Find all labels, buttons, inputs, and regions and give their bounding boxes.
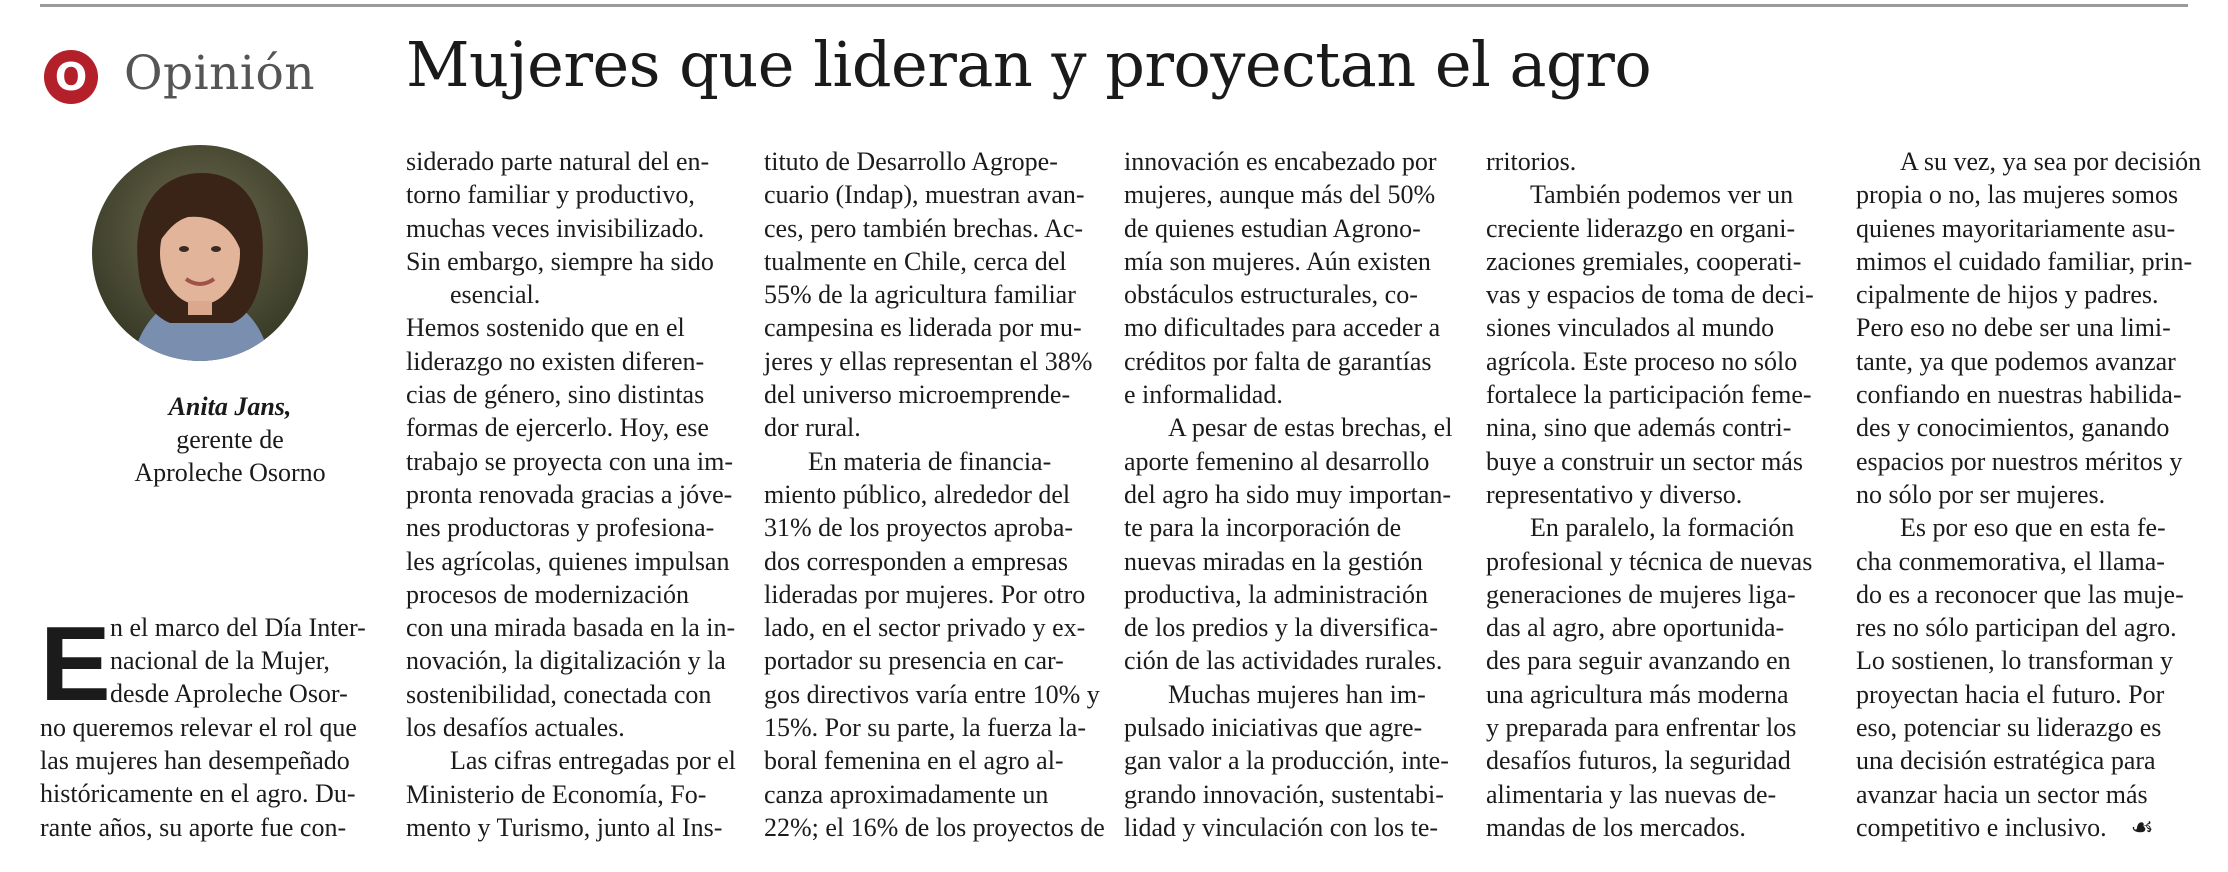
opinion-badge xyxy=(44,50,98,104)
text-line: procesos de modernización xyxy=(406,579,690,609)
text-line: des para seguir avanzando en xyxy=(1486,646,1791,676)
text-line: confiando en nuestras habilida- xyxy=(1856,380,2182,410)
text-line: innovación es encabezado por xyxy=(1124,147,1437,176)
text-line: profesional y técnica de nuevas xyxy=(1486,546,1813,576)
text-line: pronta renovada gracias a jóve- xyxy=(406,479,733,509)
text-line: obstáculos estructurales, co- xyxy=(1124,280,1418,310)
text-line: jeres y ellas representan el 38% xyxy=(764,346,1093,376)
text-line: productiva, la administración xyxy=(1124,579,1428,609)
text-line: gan valor a la producción, inte- xyxy=(1124,746,1449,776)
text-line: proyectan hacia el futuro. Por xyxy=(1856,679,2165,709)
text-line: muchas veces invisibilizado. xyxy=(406,213,705,243)
text-line: nina, sino que además contri- xyxy=(1486,413,1792,443)
article-column-6 xyxy=(1856,145,2202,845)
text-line: A pesar de estas brechas, el xyxy=(1168,413,1453,443)
text-line: campesina es liderada por mu- xyxy=(764,313,1082,343)
text-line: formas de ejercerlo. Hoy, ese xyxy=(406,413,709,443)
text-line: sostenibilidad, conectada con xyxy=(406,679,712,709)
author-portrait-image xyxy=(92,145,308,361)
text-line: nacional de la Mujer, xyxy=(110,646,330,675)
text-line: 22%; el 16% de los proyectos de xyxy=(764,812,1105,842)
text-line: vas y espacios de toma de deci- xyxy=(1486,280,1814,310)
text-line: Ministerio de Economía, Fo- xyxy=(406,779,707,809)
end-of-article-icon: ☙ xyxy=(2130,812,2154,843)
text-line: res no sólo participan del agro. xyxy=(1856,613,2177,643)
text-line: Muchas mujeres han im- xyxy=(1168,679,1426,709)
text-line: fortalece la participación feme- xyxy=(1486,380,1812,410)
text-line: También podemos ver un xyxy=(1530,180,1794,210)
author-byline xyxy=(40,390,420,489)
text-line: miento público, alrededor del xyxy=(764,479,1071,509)
text-line: mujeres, aunque más del 50% xyxy=(1124,180,1436,210)
text-line: torno familiar y productivo, xyxy=(406,180,695,210)
text-line: gos directivos varía entre 10% y xyxy=(764,679,1100,709)
text-line: desafíos futuros, la seguridad xyxy=(1486,746,1791,776)
article-column-4 xyxy=(1124,145,1454,844)
text-line: lidad y vinculación con los te- xyxy=(1124,812,1439,842)
text-line: pulsado iniciativas que agre- xyxy=(1124,713,1423,743)
text-line: te para la incorporación de xyxy=(1124,513,1402,543)
text-line: cias de género, sino distintas xyxy=(406,380,705,410)
text-line: ción de las actividades rurales. xyxy=(1124,646,1443,676)
text-line: 15%. Por su parte, la fuerza la- xyxy=(764,713,1086,743)
text-line: competitivo e inclusivo. xyxy=(1856,812,2107,842)
text-line: créditos por falta de garantías xyxy=(1124,346,1432,376)
text-line: cuario (Indap), muestran avan- xyxy=(764,180,1085,210)
text-line: mimos el cuidado familiar, prin- xyxy=(1856,246,2193,276)
text-line: una agricultura más moderna xyxy=(1486,679,1789,709)
text-line: n el marco del Día Inter- xyxy=(110,613,366,642)
text-line: tante, ya que podemos avanzar xyxy=(1856,346,2176,376)
text-line: mo dificultades para acceder a xyxy=(1124,313,1441,343)
text-line: zaciones gremiales, cooperati- xyxy=(1486,246,1802,276)
text-line: no sólo por ser mujeres. xyxy=(1856,479,2106,509)
text-line: agrícola. Este proceso no sólo xyxy=(1486,346,1798,376)
text-line: del universo microemprende- xyxy=(764,380,1071,410)
text-line: generaciones de mujeres liga- xyxy=(1486,579,1796,609)
text-line: En materia de financia- xyxy=(808,446,1052,476)
text-line: mía son mujeres. Aún existen xyxy=(1124,246,1431,276)
text-line: los desafíos actuales. xyxy=(406,713,625,743)
text-line: no queremos relevar el rol que xyxy=(40,713,357,742)
text-line: liderazgo no existen diferen- xyxy=(406,346,705,376)
text-line: Sin embargo, siempre ha sido xyxy=(406,246,714,276)
text-line: portador su presencia en car- xyxy=(764,646,1064,676)
text-line: cipalmente de hijos y padres. xyxy=(1856,280,2159,310)
text-line: propia o no, las mujeres somos xyxy=(1856,180,2179,210)
text-line: alimentaria y las nuevas de- xyxy=(1486,779,1777,809)
text-line: ces, pero también brechas. Ac- xyxy=(764,213,1084,243)
drop-cap xyxy=(40,605,111,723)
text-line: de quienes estudian Agrono- xyxy=(1124,213,1421,243)
text-line: En paralelo, la formación xyxy=(1530,513,1795,543)
text-line: las mujeres han desempeñado xyxy=(40,746,350,775)
text-line: buye a construir un sector más xyxy=(1486,446,1803,476)
text-line: con una mirada basada en la in- xyxy=(406,613,736,643)
author-organization: Aproleche Osorno xyxy=(134,458,326,487)
text-line: e informalidad. xyxy=(1124,380,1283,410)
text-line: do es a reconocer que las muje- xyxy=(1856,579,2184,609)
badge-letter: O xyxy=(54,55,88,99)
text-line: 31% de los proyectos aproba- xyxy=(764,513,1074,543)
text-line: siderado parte natural del en- xyxy=(406,147,710,176)
text-line-with-end-mark xyxy=(1856,811,2186,845)
text-line: mento y Turismo, junto al Ins- xyxy=(406,812,723,842)
text-line: de los predios y la diversifica- xyxy=(1124,613,1439,643)
text-line: nuevas miradas en la gestión xyxy=(1124,546,1423,576)
text-line: siones vinculados al mundo xyxy=(1486,313,1775,343)
text-line: boral femenina en el agro al- xyxy=(764,746,1064,776)
text-line: cha conmemorativa, el llama- xyxy=(1856,546,2165,576)
text-line: y preparada para enfrentar los xyxy=(1486,713,1797,743)
text-line: trabajo se proyecta con una im- xyxy=(406,446,734,476)
text-line: lideradas por mujeres. Por otro xyxy=(764,579,1086,609)
text-line: lado, en el sector privado y ex- xyxy=(764,613,1086,643)
text-line: nes productoras y profesiona- xyxy=(406,513,715,543)
text-line: tituto de Desarrollo Agrope- xyxy=(764,147,1058,176)
text-line: quienes mayoritariamente asu- xyxy=(1856,213,2176,243)
text-line: aporte femenino al desarrollo xyxy=(1124,446,1430,476)
text-line: rritorios. xyxy=(1486,147,1577,176)
text-line: grando innovación, sustentabi- xyxy=(1124,779,1444,809)
text-line: históricamente en el agro. Du- xyxy=(40,779,356,808)
article-column-3 xyxy=(764,145,1105,844)
text-line: eso, potenciar su liderazgo es xyxy=(1856,713,2162,743)
text-line: espacios por nuestros méritos y xyxy=(1856,446,2183,476)
text-line: tualmente en Chile, cerca del xyxy=(764,246,1067,276)
text-line: Lo sostienen, lo transforman y xyxy=(1856,646,2173,676)
text-line: mandas de los mercados. xyxy=(1486,812,1746,842)
article-column-2 xyxy=(406,145,736,844)
text-line: esencial. xyxy=(450,280,541,310)
text-line: del agro ha sido muy importan- xyxy=(1124,479,1452,509)
text-line: des y conocimientos, ganando xyxy=(1856,413,2170,443)
text-line: Hemos sostenido que en el xyxy=(406,313,685,343)
text-line: 55% de la agricultura familiar xyxy=(764,280,1076,310)
top-rule xyxy=(40,4,2188,7)
text-line: una decisión estratégica para xyxy=(1856,746,2156,776)
drop-cap-letter: E xyxy=(40,605,111,723)
text-line: dor rural. xyxy=(764,413,861,443)
article-column-5 xyxy=(1486,145,1816,844)
text-line: representativo y diverso. xyxy=(1486,479,1743,509)
text-line: creciente liderazgo en organi- xyxy=(1486,213,1796,243)
author-name: Anita Jans, xyxy=(168,392,292,421)
text-line: Las cifras entregadas por el xyxy=(450,746,736,776)
text-line: das al agro, abre oportunida- xyxy=(1486,613,1785,643)
text-line: dos corresponden a empresas xyxy=(764,546,1068,576)
text-line: canza aproximadamente un xyxy=(764,779,1049,809)
text-line: rante años, su aporte fue con- xyxy=(40,813,347,842)
text-line: novación, la digitalización y la xyxy=(406,646,726,676)
text-line: Pero eso no debe ser una limi- xyxy=(1856,313,2171,343)
text-line: les agrícolas, quienes impulsan xyxy=(406,546,730,576)
section-label: Opinión xyxy=(124,46,316,101)
author-photo xyxy=(92,145,308,361)
text-line: avanzar hacia un sector más xyxy=(1856,779,2148,809)
text-line: Es por eso que en esta fe- xyxy=(1900,513,2166,543)
author-role: gerente de xyxy=(176,425,284,454)
text-line: A su vez, ya sea por decisión xyxy=(1900,147,2202,176)
text-line: desde Aproleche Osor- xyxy=(110,679,348,708)
article-headline: Mujeres que lideran y proyectan el agro xyxy=(406,28,1652,101)
